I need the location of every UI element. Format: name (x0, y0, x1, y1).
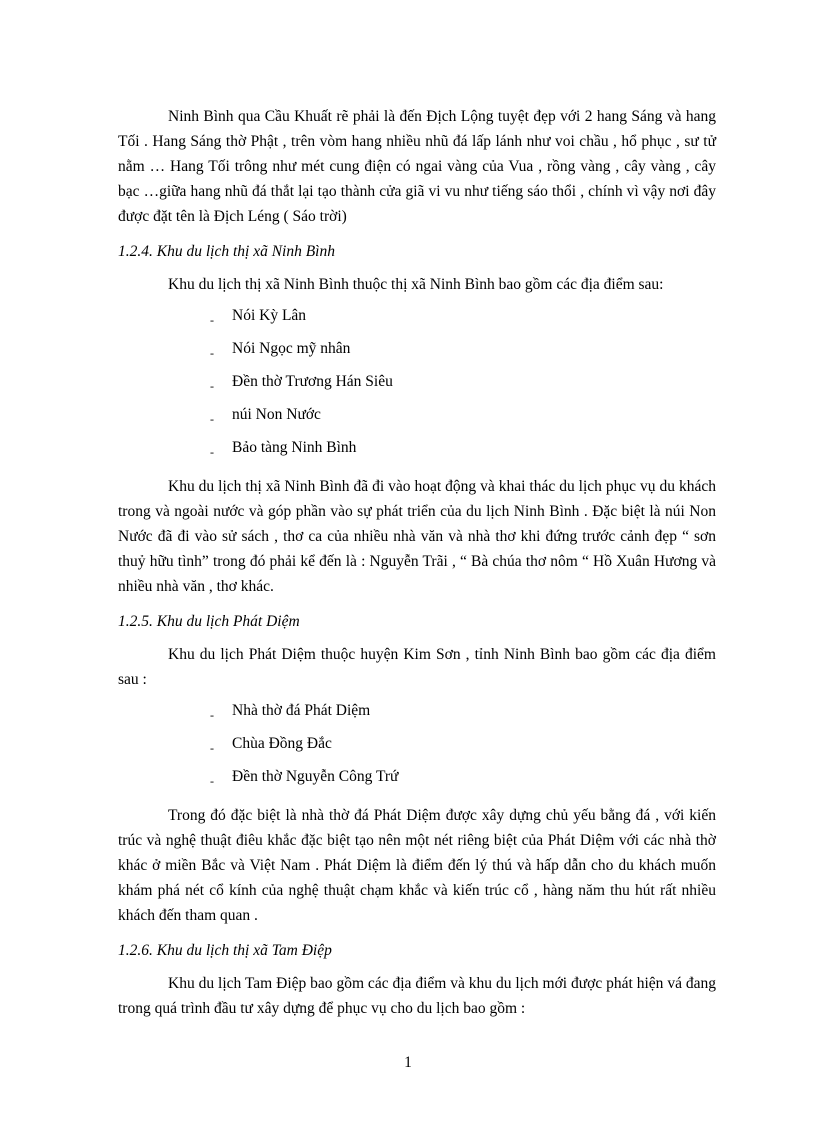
section-1-2-5-list (118, 698, 716, 797)
section-1-2-4-body: Khu du lịch thị xã Ninh Bình đã đi vào hoạt động và khai thác du lịch phục vụ du khách trong và ngoài nước và góp phần vào sự phát triển của du lịch Ninh Bình . Đặc biệt là núi Non Nước đã đi vào sử sách , thơ ca của nhiều nhà văn và nhà thơ khi đứng trước cảnh đẹp “ sơn thuỷ hữu tình” trong đó phải kể đến là : Nguyễn Trãi , “ Bà chúa thơ nôm “ Hồ Xuân Hương và nhiều nhà văn , thơ khác. (118, 478, 716, 595)
list-item: - núi Non Nước (210, 402, 716, 435)
section-1-2-5-intro: Khu du lịch Phát Diệm thuộc huyện Kim Sơn , tỉnh Ninh Bình bao gồm các địa điểm sau : (118, 646, 716, 688)
page-number: 1 (404, 1054, 412, 1071)
section-1-2-4-intro: Khu du lịch thị xã Ninh Bình thuộc thị xã Ninh Bình bao gồm các địa điểm sau: (168, 276, 664, 293)
bullet-mark: - (210, 774, 214, 788)
bullet-mark: - (210, 445, 214, 459)
section-1-2-6-intro: Khu du lịch Tam Điệp bao gồm các địa điểm và khu du lịch mới được phát hiện vá đang trong quá trình đầu tư xây dựng để phục vụ cho du lịch bao gồm : (118, 975, 716, 1017)
list-item: - Đền thờ Trương Hán Siêu (210, 369, 716, 402)
section-1-2-4-list (118, 303, 716, 468)
bullet-mark: - (210, 741, 214, 755)
list-item: - Nói Kỳ Lân (210, 303, 716, 336)
bullet-mark: - (210, 313, 214, 327)
bullet-mark: - (210, 708, 214, 722)
bullet-mark: - (210, 412, 214, 426)
list-item: - Chùa Đồng Đắc (210, 731, 716, 764)
section-heading-1-2-6: 1.2.6. Khu du lịch thị xã Tam Điệp (118, 942, 332, 959)
section-heading-1-2-5: 1.2.5. Khu du lịch Phát Diệm (118, 613, 300, 630)
page-content (118, 104, 716, 1021)
bullet-mark: - (210, 379, 214, 393)
list-item: - Đền thờ Nguyễn Công Trứ (210, 764, 716, 797)
list-item: - Nhà thờ đá Phát Diệm (210, 698, 716, 731)
section-1-2-5-body: Trong đó đặc biệt là nhà thờ đá Phát Diệm được xây dựng chủ yếu bằng đá , với kiến trúc và nghệ thuật điêu khắc đặc biệt tạo nên một nét riêng biệt của Phát Diệm với các nhà thờ khác ở miền Bắc và Việt Nam . Phát Diệm là điểm đến lý thú và hấp dẫn cho du khách muốn khám phá nét cổ kính của nghệ thuật chạm khắc và kiến trúc cổ , hàng năm thu hút rất nhiều khách đến tham quan . (118, 807, 716, 924)
list-item: - Nói Ngọc mỹ nhân (210, 336, 716, 369)
section-heading-1-2-4: 1.2.4. Khu du lịch thị xã Ninh Bình (118, 243, 335, 260)
list-item: - Bảo tàng Ninh Bình (210, 435, 716, 468)
bullet-mark: - (210, 346, 214, 360)
intro-paragraph: Ninh Bình qua Cầu Khuất rẽ phải là đến Địch Lộng tuyệt đẹp với 2 hang Sáng và hang Tối . Hang Sáng thờ Phật , trên vòm hang nhiều nhũ đá lấp lánh như voi chầu , hổ phục , sư tử nằm … Hang Tối trông như mét cung điện có ngai vàng của Vua , rồng vàng , cây vàng , cây bạc …giữa hang nhũ đá thắt lại tạo thành cửa giã vi vu như tiếng sáo thổi , chính vì vậy nơi đây được đặt tên là Địch Léng ( Sáo trời) (118, 108, 716, 225)
